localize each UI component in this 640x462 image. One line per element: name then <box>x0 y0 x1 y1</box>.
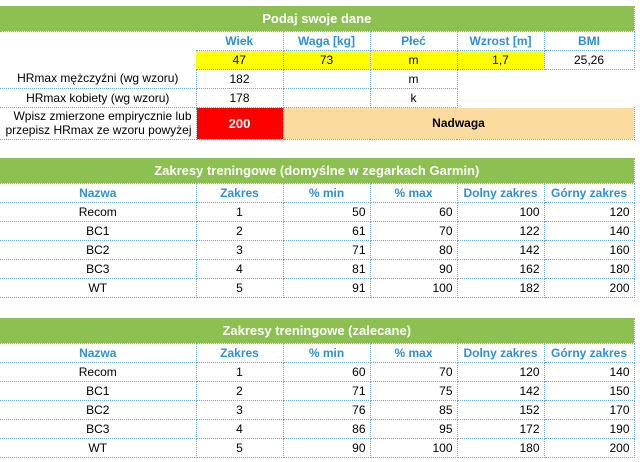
zone-name: WT <box>0 438 196 457</box>
table-row <box>0 240 634 259</box>
table-row <box>0 419 634 438</box>
zone-pct-min: 60 <box>283 362 370 381</box>
zone-pct-max: 100 <box>370 438 457 457</box>
zone-pct-min: 61 <box>283 221 370 240</box>
zone-pct-min: 86 <box>283 419 370 438</box>
zone-number: 2 <box>196 221 283 240</box>
table-row <box>0 202 634 221</box>
zone-upper: 180 <box>544 259 634 278</box>
header-pct-min: % min <box>283 343 370 362</box>
table-row <box>0 362 634 381</box>
zone-upper: 120 <box>544 202 634 221</box>
empty-cell <box>0 50 196 69</box>
zone-name: BC3 <box>0 419 196 438</box>
zone-pct-max: 80 <box>370 240 457 259</box>
zone-upper: 140 <box>544 362 634 381</box>
hrmax-female-sex: k <box>370 88 457 107</box>
zone-pct-min: 50 <box>283 202 370 221</box>
zone-number: 2 <box>196 381 283 400</box>
header-height: Wzrost [m] <box>457 31 544 50</box>
empirical-hrmax-input[interactable]: 200 <box>196 107 283 139</box>
hrmax-female-label: HRmax kobiety (wg wzoru) <box>0 88 196 107</box>
height-input[interactable]: 1,7 <box>457 50 544 69</box>
zone-pct-min: 71 <box>283 240 370 259</box>
table-row <box>0 438 634 457</box>
zone-name: BC1 <box>0 381 196 400</box>
table-row <box>0 400 634 419</box>
age-input[interactable]: 47 <box>196 50 283 69</box>
zone-name: BC2 <box>0 240 196 259</box>
hrmax-male-label: HRmax mężczyźni (wg wzoru) <box>0 69 196 88</box>
sex-input[interactable]: m <box>370 50 457 69</box>
zone-pct-max: 70 <box>370 221 457 240</box>
zone-name: Recom <box>0 202 196 221</box>
zone-name: BC2 <box>0 400 196 419</box>
header-zone: Zakres <box>196 343 283 362</box>
zone-pct-max: 60 <box>370 202 457 221</box>
zone-lower: 142 <box>457 381 544 400</box>
header-pct-max: % max <box>370 343 457 362</box>
header-upper: Górny zakres <box>544 183 634 202</box>
empty-cell <box>544 69 634 88</box>
hrmax-male-sex: m <box>370 69 457 88</box>
bmi-value: 25,26 <box>544 50 634 69</box>
header-lower: Dolny zakres <box>457 343 544 362</box>
zone-pct-max: 70 <box>370 362 457 381</box>
zone-upper: 200 <box>544 278 634 297</box>
zone-pct-min: 71 <box>283 381 370 400</box>
table-row <box>0 381 634 400</box>
zone-pct-max: 90 <box>370 259 457 278</box>
header-bmi: BMI <box>544 31 634 50</box>
zone-upper: 160 <box>544 240 634 259</box>
hrmax-female-value: 178 <box>196 88 283 107</box>
hrmax-male-value: 182 <box>196 69 283 88</box>
zone-lower: 152 <box>457 400 544 419</box>
zone-number: 3 <box>196 240 283 259</box>
zone-name: BC1 <box>0 221 196 240</box>
zone-lower: 122 <box>457 221 544 240</box>
zone-lower: 182 <box>457 278 544 297</box>
zone-upper: 190 <box>544 419 634 438</box>
input-table <box>0 6 635 140</box>
header-pct-max: % max <box>370 183 457 202</box>
zone-lower: 180 <box>457 438 544 457</box>
zone-lower: 120 <box>457 362 544 381</box>
zone-lower: 142 <box>457 240 544 259</box>
garmin-zones-title: Zakresy treningowe (domyślne w zegarkach Garmin) <box>0 158 634 183</box>
zone-upper: 200 <box>544 438 634 457</box>
zone-pct-max: 85 <box>370 400 457 419</box>
zone-number: 4 <box>196 419 283 438</box>
zone-pct-min: 90 <box>283 438 370 457</box>
header-sex: Płeć <box>370 31 457 50</box>
zone-lower: 172 <box>457 419 544 438</box>
zone-lower: 100 <box>457 202 544 221</box>
zone-number: 3 <box>196 400 283 419</box>
empty-cell <box>283 69 370 88</box>
zone-upper: 140 <box>544 221 634 240</box>
input-section-title: Podaj swoje dane <box>0 6 634 31</box>
empirical-label-line1: Wpisz zmierzone empirycznie lub <box>13 109 192 123</box>
header-upper: Górny zakres <box>544 343 634 362</box>
zone-name: Recom <box>0 362 196 381</box>
zone-pct-max: 95 <box>370 419 457 438</box>
header-pct-min: % min <box>283 183 370 202</box>
empty-cell <box>544 88 634 107</box>
zone-number: 5 <box>196 438 283 457</box>
zone-pct-max: 75 <box>370 381 457 400</box>
empty-cell <box>283 88 370 107</box>
zone-lower: 162 <box>457 259 544 278</box>
empty-cell <box>0 31 196 50</box>
bmi-status: Nadwaga <box>283 107 634 139</box>
zone-upper: 150 <box>544 381 634 400</box>
header-zone: Zakres <box>196 183 283 202</box>
header-lower: Dolny zakres <box>457 183 544 202</box>
garmin-zones-table <box>0 158 635 298</box>
recommended-zones-table <box>0 318 635 458</box>
zone-pct-min: 76 <box>283 400 370 419</box>
table-row <box>0 278 634 297</box>
zone-pct-max: 100 <box>370 278 457 297</box>
empirical-hrmax-label <box>0 107 196 139</box>
header-age: Wiek <box>196 31 283 50</box>
table-row <box>0 221 634 240</box>
header-name: Nazwa <box>0 343 196 362</box>
zone-name: BC3 <box>0 259 196 278</box>
zone-number: 1 <box>196 202 283 221</box>
weight-input[interactable]: 73 <box>283 50 370 69</box>
header-weight: Waga [kg] <box>283 31 370 50</box>
zone-name: WT <box>0 278 196 297</box>
header-name: Nazwa <box>0 183 196 202</box>
empty-cell <box>457 88 544 107</box>
zone-pct-min: 81 <box>283 259 370 278</box>
empty-cell <box>457 69 544 88</box>
zone-pct-min: 91 <box>283 278 370 297</box>
zone-number: 4 <box>196 259 283 278</box>
table-row <box>0 259 634 278</box>
zone-number: 1 <box>196 362 283 381</box>
empirical-label-line2: przepisz HRmax ze wzoru powyżej <box>5 123 192 137</box>
zone-upper: 170 <box>544 400 634 419</box>
recommended-zones-title: Zakresy treningowe (zalecane) <box>0 318 634 343</box>
zone-number: 5 <box>196 278 283 297</box>
